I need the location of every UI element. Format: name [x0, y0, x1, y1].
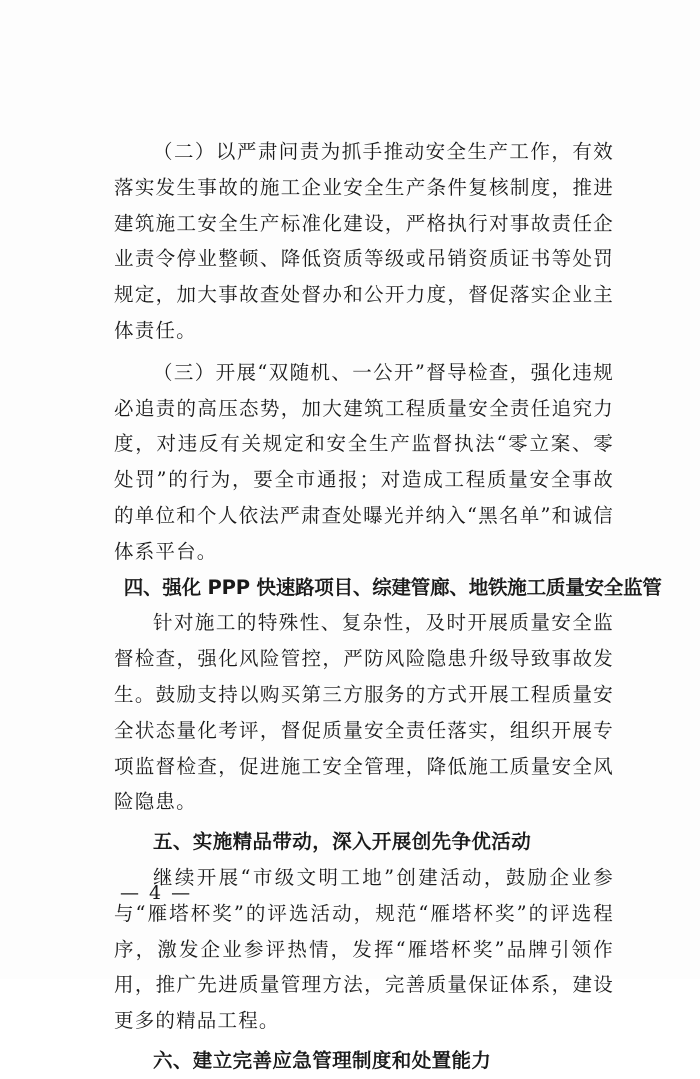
section-heading-5: 五、实施精品带动，深入开展创先争优活动	[153, 830, 532, 854]
section-heading-6: 六、建立完善应急管理制度和处置能力	[153, 1048, 492, 1072]
paragraph-section-5: 继续开展“市级文明工地”创建活动，鼓励企业参与“雁塔杯奖”的评选活动，规范“雁塔杯奖”的评选程序，激发企业参评热情，发挥“雁塔杯奖”品牌引领作用，推广先进质量管理方法，完善质量保证体系，建设更多的精品工程。	[114, 865, 614, 1033]
paragraph-section-4: 针对施工的特殊性、复杂性，及时开展质量安全监督检查，强化风险管控，严防风险隐患升级导致事故发生。鼓励支持以购买第三方服务的方式开展工程质量安全状态量化考评，督促质量安全责任落实，组织开展专项监督检查，促进施工安全管理，降低施工质量安全风险隐患。	[114, 611, 614, 814]
document-body	[114, 134, 662, 1079]
paragraph-3: （三）开展“双随机、一公开”督导检查，强化违规必追责的高压态势，加大建筑工程质量安全责任追究力度，对违反有关规定和安全生产监督执法“零立案、零处罚”的行为，要全市通报；对造成工程质量安全事故的单位和个人依法严肃查处曝光并纳入“黑名单”和诚信体系平台。	[114, 360, 614, 563]
paragraph-2: （二）以严肃问责为抓手推动安全生产工作，有效落实发生事故的施工企业安全生产条件复核制度，推进建筑施工安全生产标准化建设，严格执行对事故责任企业责令停业整顿、降低资质等级或吊销资质证书等处罚规定，加大事故查处督办和公开力度，督促落实企业主体责任。	[114, 140, 614, 342]
page-number: — 4 —	[120, 882, 193, 904]
section-heading-4: 四、强化 PPP 快速路项目、综建管廊、地铁施工质量安全监管	[123, 575, 662, 599]
